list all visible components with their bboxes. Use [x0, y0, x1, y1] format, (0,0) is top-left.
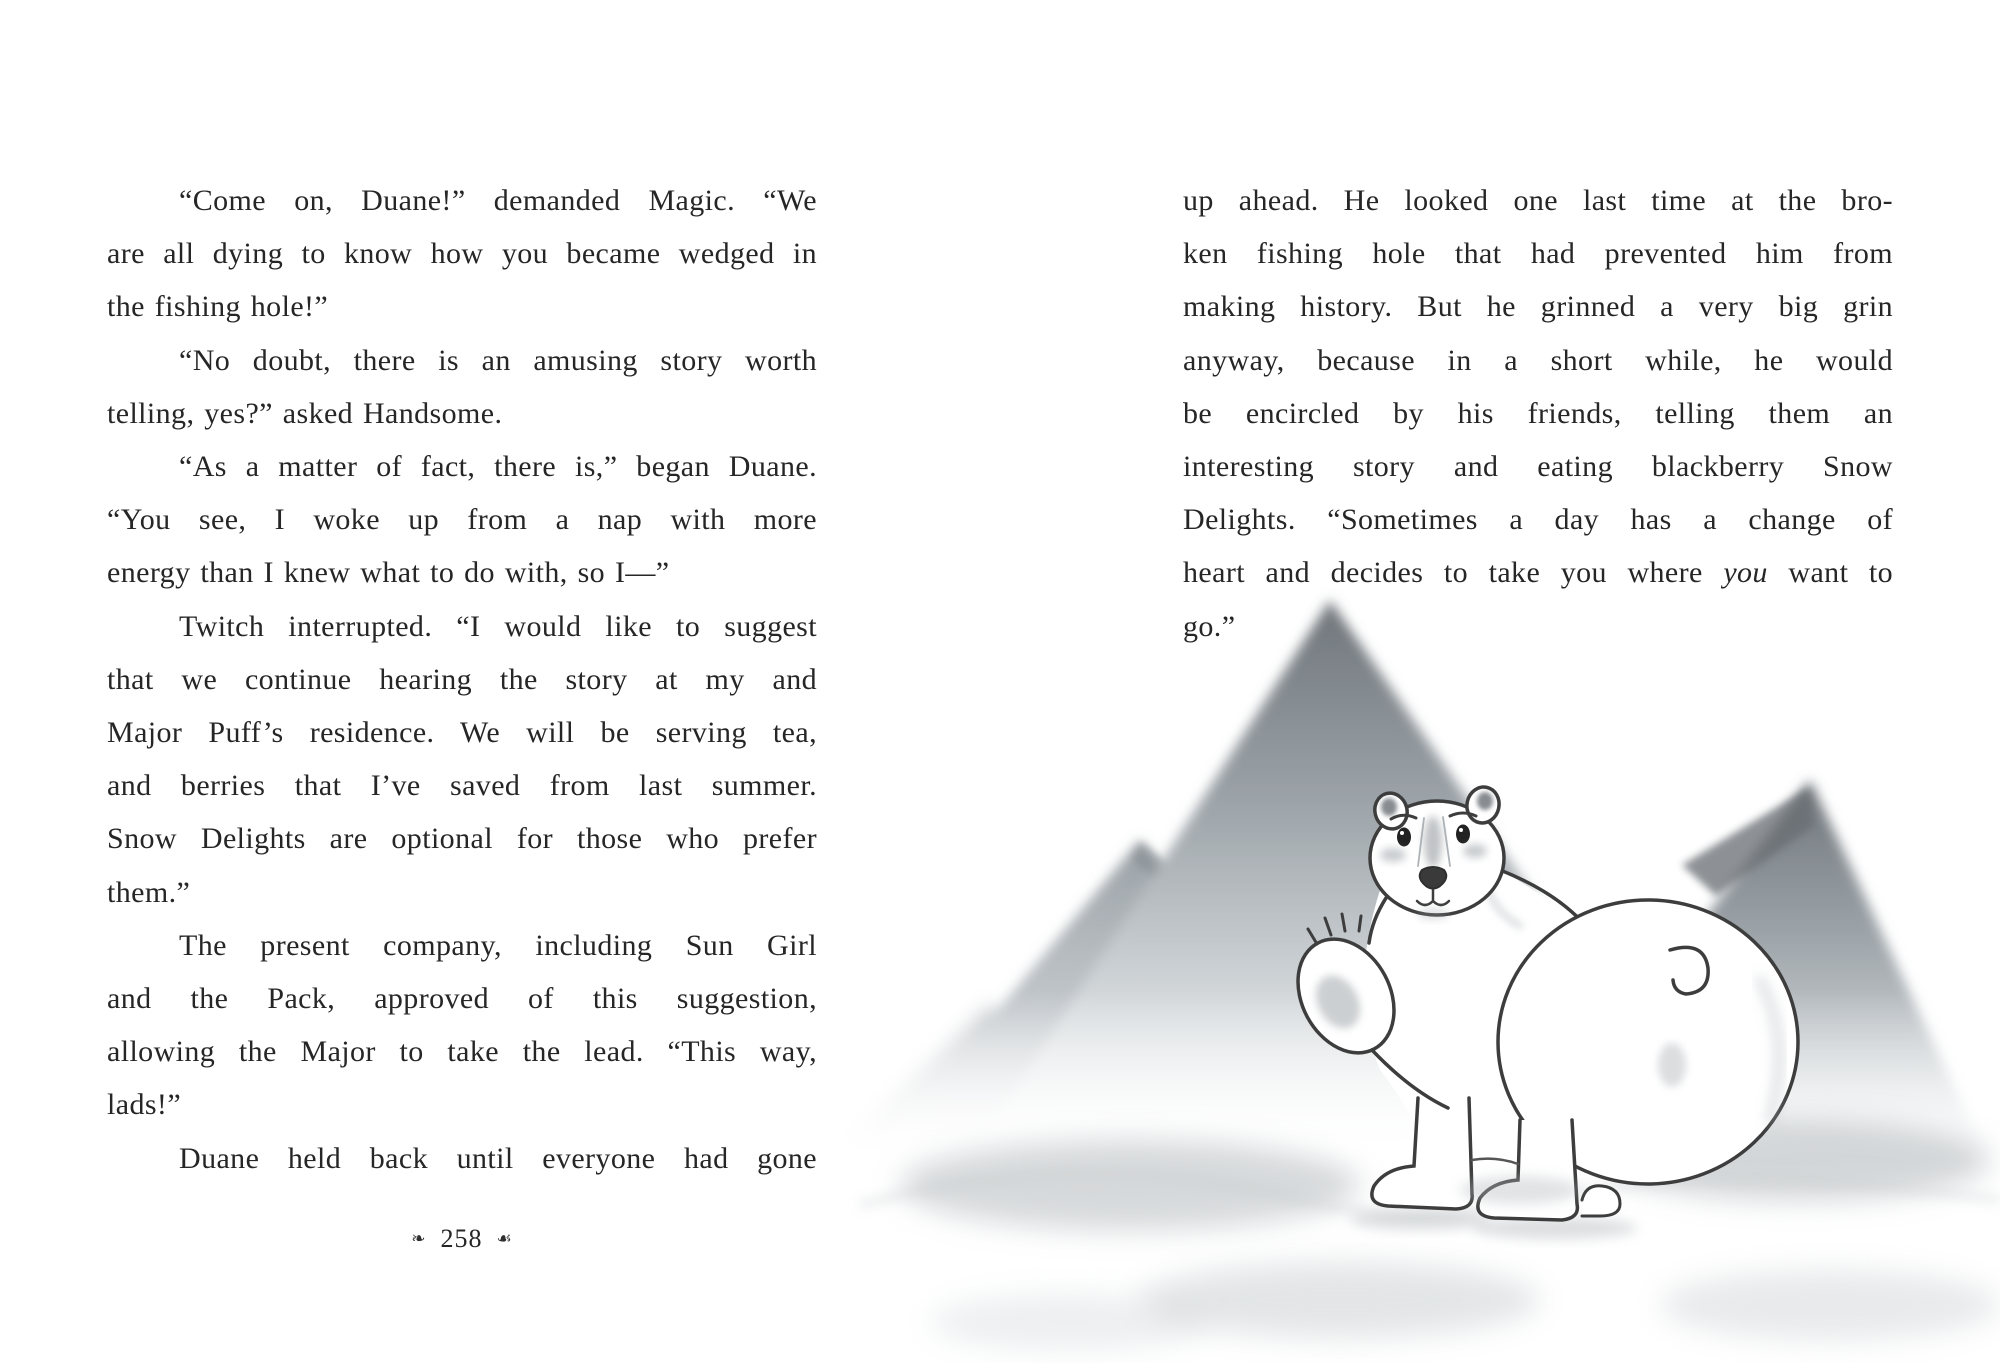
right-ear-inner-shade: [1477, 792, 1493, 810]
text-line: up ahead. He looked one last time at the bro-: [1183, 184, 1893, 217]
nose-bridge-shading: [1424, 816, 1442, 868]
right-eye: [1456, 825, 1470, 844]
text-line: allowing the Major to take the lead. “This way,: [107, 1035, 817, 1069]
leaf-ornament-left-icon: ❧: [411, 1229, 427, 1249]
text-line: “No doubt, there is an amusing story worth: [179, 343, 817, 377]
text-line: and berries that I’ve saved from last summer.: [107, 769, 817, 803]
text-line: Twitch interrupted. “I would like to suggest: [179, 609, 817, 643]
polar-bear-illustration: [820, 560, 2000, 1363]
text-line: anyway, because in a short while, he would: [1183, 343, 1893, 377]
snow-shade-bottom-right: [1660, 1270, 2000, 1340]
text-line: ken fishing hole that had prevented him from: [1183, 237, 1893, 271]
right-cheek-blush: [1463, 844, 1487, 858]
left-cheek-blush: [1380, 848, 1406, 862]
text-line: go.”: [1183, 609, 1236, 643]
left-page-text-column: [107, 174, 817, 1185]
left-ear-inner-shade: [1381, 798, 1397, 816]
text-line: The present company, including Sun Girl: [179, 928, 817, 962]
text-line: “You see, I woke up from a nap with more: [107, 503, 817, 537]
bear-nose: [1420, 867, 1447, 889]
text-line: and the Pack, approved of this suggestion,: [107, 982, 817, 1016]
text-line: making history. But he grinned a very big grin: [1183, 290, 1893, 324]
page-number-folio: [107, 1224, 817, 1254]
text-line: Major Puff’s residence. We will be serving tea,: [107, 716, 817, 750]
text-line: Snow Delights are optional for those who prefer: [107, 822, 817, 856]
text-line: interesting story and eating blackberry Snow: [1183, 450, 1893, 484]
chin-shading: [1417, 908, 1449, 920]
left-eye-glint: [1400, 831, 1404, 835]
text-line: energy than I knew what to do with, so I—”: [107, 556, 670, 590]
text-line: lads!”: [107, 1088, 182, 1122]
text-line: “As a matter of fact, there is,” began Duane.: [179, 450, 817, 484]
leaf-ornament-right-icon: ☙: [496, 1229, 513, 1249]
text-line: “Come on, Duane!” demanded Magic. “We: [179, 184, 817, 217]
text-line: heart and decides to take you where you want to: [1183, 556, 1893, 590]
text-line: Delights. “Sometimes a day has a change of: [1183, 503, 1893, 537]
text-line: are all dying to know how you became wedged in: [107, 237, 817, 271]
text-line: them.”: [107, 875, 191, 909]
text-line: telling, yes?” asked Handsome.: [107, 396, 503, 430]
bear-far-hind-paw: [1582, 1186, 1620, 1216]
left-eye: [1397, 828, 1411, 847]
text-line: be encircled by his friends, telling them an: [1183, 396, 1893, 430]
underbelly-shadow: [1460, 1176, 1580, 1204]
text-line: that we continue hearing the story at my and: [107, 662, 817, 696]
snow-shade-left: [900, 1140, 1360, 1230]
snow-shade-bottom-far-left: [930, 1294, 1210, 1350]
text-line: Duane held back until everyone had gone: [179, 1141, 817, 1175]
page-number: 258: [440, 1224, 483, 1253]
tail-shadow: [1658, 1043, 1686, 1087]
right-eye-glint: [1459, 828, 1463, 832]
text-line: the fishing hole!”: [107, 290, 329, 324]
